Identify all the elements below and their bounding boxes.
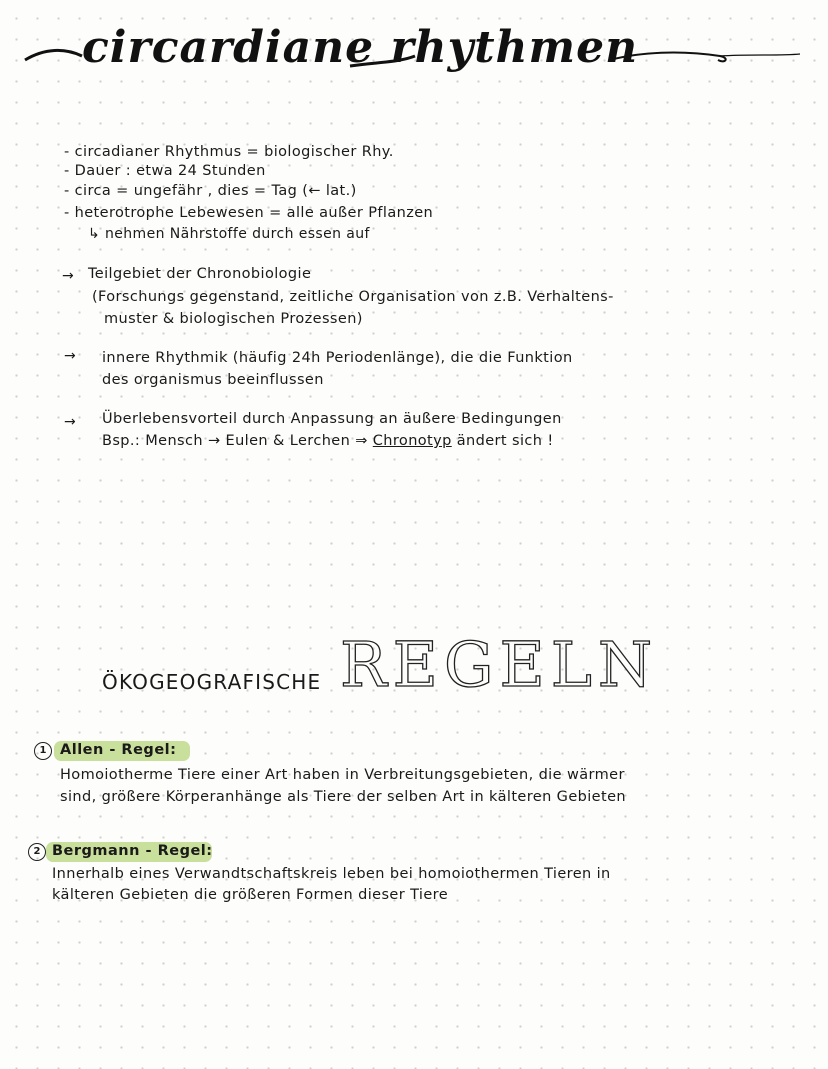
arrow-icon: → (62, 268, 74, 284)
point-text: muster & biologischen Prozessen) (104, 311, 363, 327)
bullet-item: - circa = ungefähr , dies = Tag (← lat.) (64, 183, 357, 199)
rule-text: Homoiotherme Tiere einer Art haben in Verbreitungsgebieten, die wärmer (60, 767, 625, 783)
point-example (102, 433, 554, 449)
bullet-subitem: ↳ nehmen Nährstoffe durch essen auf (88, 226, 370, 242)
rule-text: Innerhalb eines Verwandtschaftskreis leben bei homoiothermen Tieren in (52, 866, 611, 882)
section-heading-big: REGELN (340, 628, 659, 701)
arrow-icon: → (64, 414, 76, 430)
page-title: circardiane rhythmen (82, 22, 639, 73)
section-heading-small: ÖKOGEOGRAFISCHE (102, 670, 322, 694)
bullet-item: - circadianer Rhythmus = biologischer Rhy. (64, 144, 394, 160)
point-text: des organismus beeinflussen (102, 372, 324, 388)
point-text: Überlebensvorteil durch Anpassung an äußere Bedingungen (102, 411, 562, 427)
chronotyp-term: Chronotyp (372, 433, 452, 449)
rule-number-badge: 1 (34, 742, 52, 760)
rule-text: sind, größere Körperanhänge als Tiere der selben Art in kälteren Gebieten (60, 789, 626, 805)
bullet-item: - Dauer : etwa 24 Stunden (64, 163, 266, 179)
example-prefix: Bsp.: Mensch → Eulen & Lerchen ⇒ (102, 433, 373, 449)
bullet-item: - heterotrophe Lebewesen = alle außer Pflanzen (64, 205, 434, 221)
point-text: (Forschungs gegenstand, zeitliche Organisation von z.B. Verhaltens- (92, 289, 614, 305)
point-text: innere Rhythmik (häufig 24h Periodenlänge), die die Funktion (102, 350, 573, 366)
example-suffix: ändert sich ! (451, 433, 554, 449)
point-text: Teilgebiet der Chronobiologie (88, 266, 312, 282)
arrow-icon: → (64, 348, 76, 364)
rule-title: Bergmann - Regel: (52, 843, 213, 859)
rule-text: kälteren Gebieten die größeren Formen dieser Tiere (52, 887, 449, 903)
rule-number-badge: 2 (28, 843, 46, 861)
rule-title: Allen - Regel: (60, 742, 177, 758)
